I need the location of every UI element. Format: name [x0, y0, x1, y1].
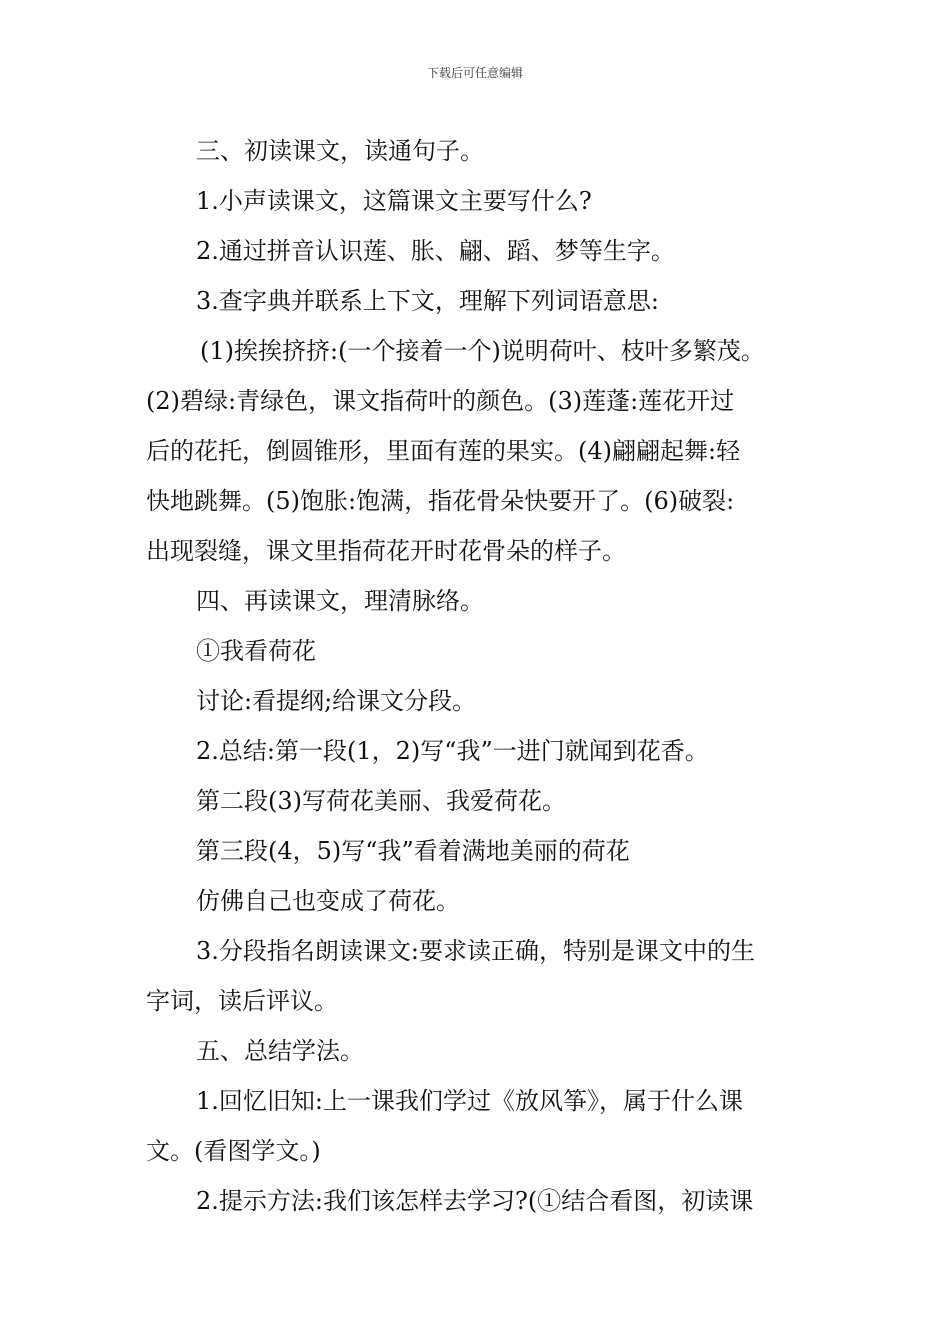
paragraph-line: 仿佛自己也变成了荷花。	[196, 887, 460, 915]
section-heading-4: 四、再读课文，理清脉络。	[196, 587, 484, 615]
paragraph-line: 第二段(3)写荷花美丽、我爱荷花。	[196, 787, 566, 815]
paragraph-line: 3.分段指名朗读课文:要求读正确，特别是课文中的生	[196, 937, 755, 965]
paragraph-line: 快地跳舞。(5)饱胀:饱满，指花骨朵快要开了。(6)破裂:	[146, 487, 735, 515]
paragraph-line: 后的花托，倒圆锥形，里面有莲的果实。(4)翩翩起舞:轻	[146, 437, 741, 465]
paragraph-line: 出现裂缝，课文里指荷花开时花骨朵的样子。	[146, 537, 626, 565]
paragraph-line: 1.小声读课文，这篇课文主要写什么?	[196, 187, 592, 215]
paragraph-line: 字词，读后评议。	[146, 987, 338, 1015]
paragraph-line: 2.提示方法:我们该怎样去学习?(①结合看图，初读课	[196, 1187, 754, 1215]
paragraph-line: 1.回忆旧知:上一课我们学过《放风筝》，属于什么课	[196, 1087, 743, 1115]
document-body	[146, 126, 816, 1226]
paragraph-line: ①我看荷花	[196, 637, 316, 665]
paragraph-line: 讨论:看提纲;给课文分段。	[196, 687, 477, 715]
paragraph-line: 2.通过拼音认识莲、胀、翩、蹈、梦等生字。	[196, 237, 675, 265]
paragraph-line: 文。(看图学文。)	[146, 1137, 321, 1165]
page-header: 下载后可任意编辑	[426, 66, 523, 80]
paragraph-line: 3.查字典并联系上下文，理解下列词语意思:	[196, 287, 659, 315]
section-heading-3: 三、初读课文，读通句子。	[196, 137, 484, 165]
paragraph-line: 2.总结:第一段(1，2)写“我”一进门就闻到花香。	[196, 737, 709, 765]
section-heading-5: 五、总结学法。	[196, 1037, 364, 1065]
paragraph-line: 第三段(4，5)写“我”看着满地美丽的荷花	[196, 837, 630, 865]
paragraph-line: (2)碧绿:青绿色，课文指荷叶的颜色。(3)莲蓬:莲花开过	[146, 387, 735, 415]
paragraph-line: (1)挨挨挤挤:(一个接着一个)说明荷叶、枝叶多繁茂。	[200, 337, 765, 365]
